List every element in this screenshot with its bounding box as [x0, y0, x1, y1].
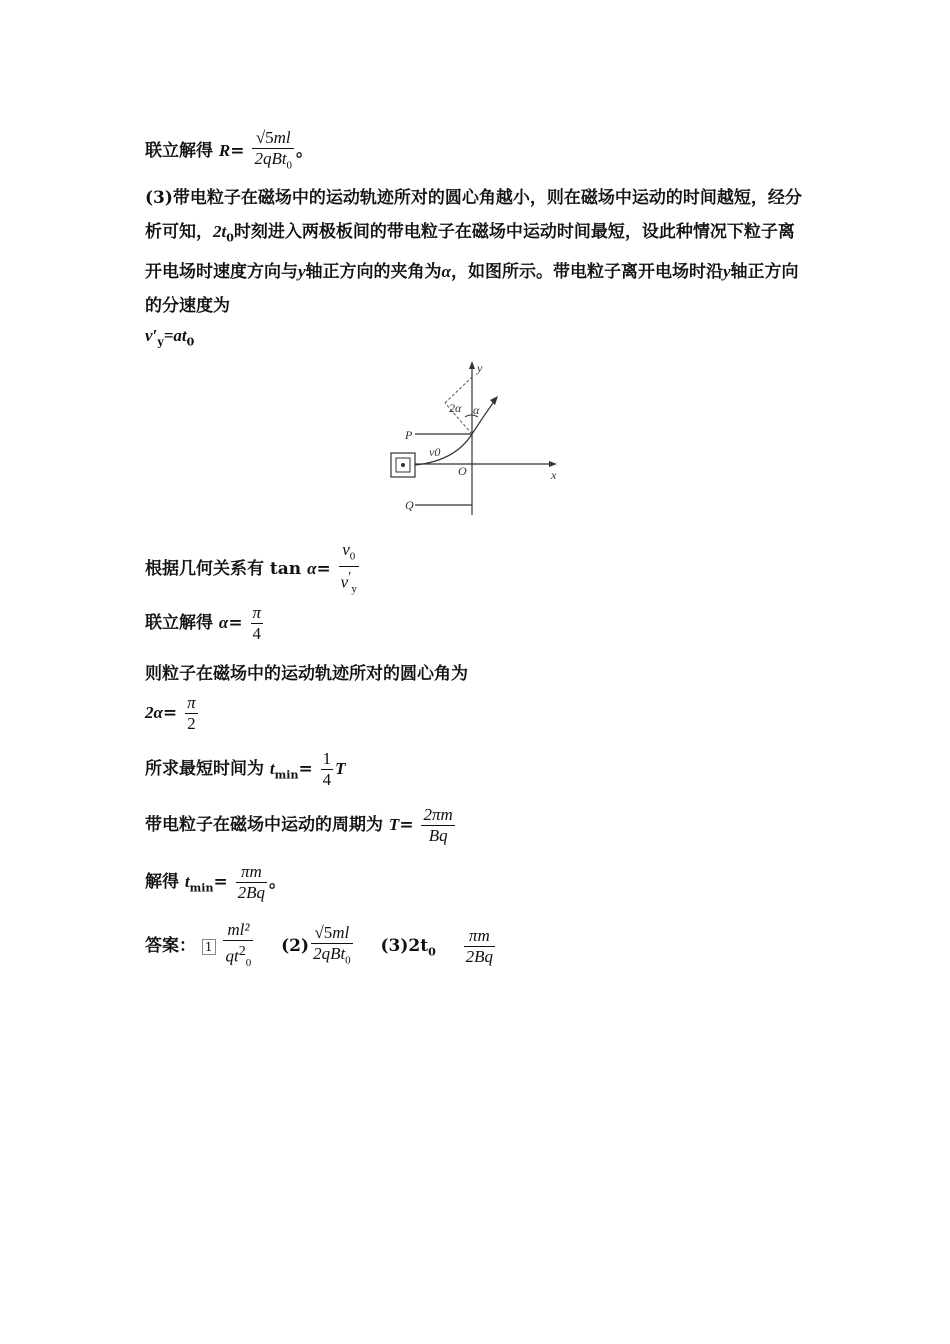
eq-2alpha-line — [145, 693, 200, 734]
T-num: 2πm — [423, 805, 453, 824]
eq-tan-line — [145, 540, 361, 599]
tan-alpha: α — [307, 559, 317, 579]
fraction-T — [421, 805, 454, 846]
fraction-2alpha — [185, 693, 198, 734]
alpha-eq: = — [228, 613, 243, 633]
T-var: T — [388, 815, 400, 834]
para3-t0-sub: 0 — [226, 231, 234, 245]
label-2alpha: 2α — [449, 401, 462, 415]
vy-rest-sub: 0 — [186, 335, 195, 349]
solve-num: πm — [240, 862, 262, 881]
quarter-den: 4 — [322, 770, 332, 789]
a2-rest: ml — [332, 922, 350, 942]
tan-eq: = — [316, 559, 331, 580]
para3-text-b: 时刻进入两极板间的带电粒子在磁场中运动时间最短，设此种情况下粒子离开电场时速度方向与 — [145, 222, 795, 283]
a2-root: √5 — [314, 922, 333, 942]
para3-text-e: 轴正方向的分速度为 — [145, 262, 799, 317]
para3-text-a: (3)带电粒子在磁场中的运动轨迹所对的圆心角越小，则在磁场中运动的时间越短，经分析可知， — [145, 188, 802, 242]
solve-R-prefix: 联立解得 — [145, 141, 213, 162]
tmin-sub: min — [274, 768, 299, 782]
fraction-solve — [236, 862, 267, 903]
angle-text: 则粒子在磁场中的运动轨迹所对的圆心角为 — [145, 664, 468, 684]
eq-vy-line — [145, 326, 194, 348]
para3-text-d: ，如图所示。带电粒子离开电场时沿 — [450, 262, 723, 283]
x-axis-arrow — [549, 461, 557, 467]
solve-sub: min — [189, 881, 214, 895]
T-eq: = — [399, 815, 414, 835]
a1-den: qt — [225, 946, 239, 966]
label-x: x — [551, 468, 557, 482]
label-q: Q — [405, 498, 414, 512]
a1-den-sup: 2 — [238, 943, 246, 959]
den-sub: 0 — [286, 159, 293, 172]
label-v0: v0 — [429, 445, 441, 459]
vy-var: v′ — [145, 326, 158, 345]
label-alpha: α — [473, 403, 480, 417]
var-R: R — [218, 141, 231, 161]
fraction-alpha — [251, 603, 264, 644]
T-prefix: 带电粒子在磁场中运动的周期为 — [145, 815, 389, 835]
y-axis-arrow — [469, 361, 475, 369]
tmin-eq: = — [298, 759, 313, 779]
answer-line — [145, 920, 497, 973]
period: 。 — [296, 141, 314, 162]
a1-num: ml² — [227, 920, 250, 939]
answer-fraction-3 — [464, 926, 495, 967]
solve-eq: = — [213, 872, 228, 892]
tan-den-sub: y — [351, 583, 357, 596]
solve-den: 2Bq — [237, 883, 266, 902]
label-o: O — [458, 464, 467, 478]
tan-den: v — [340, 573, 349, 593]
velocity-arrow — [490, 396, 498, 405]
tan-den-prime: ′ — [348, 569, 352, 586]
alpha-var: α — [218, 613, 229, 632]
solve-var: t — [184, 872, 190, 891]
alpha-num: π — [252, 603, 262, 622]
alpha-prefix: 联立解得 — [145, 613, 219, 633]
tan-num: v — [342, 540, 350, 559]
fraction-tan — [339, 540, 359, 599]
para3-y2: y — [722, 262, 731, 282]
answer-part3-sub: 0 — [428, 945, 436, 959]
eq-sign: = — [230, 141, 245, 162]
answer-part2-marker: (2) — [281, 936, 310, 957]
a2-den-sub: 0 — [345, 954, 351, 967]
para3-alpha: α — [441, 262, 451, 282]
solve-period: 。 — [269, 872, 287, 892]
quarter-num: 1 — [322, 749, 332, 768]
eq-alpha-line — [145, 603, 265, 644]
T-den: Bq — [428, 826, 448, 845]
vy-rest: =at — [163, 326, 187, 345]
answer-fraction-1 — [223, 920, 253, 973]
para3-2t0: 2t — [213, 222, 227, 241]
root5: √5 — [255, 128, 274, 147]
den-2qBt: 2qBt — [254, 149, 287, 168]
trajectory-diagram — [385, 355, 575, 520]
answer-fraction-2 — [311, 923, 353, 970]
solve-prefix: 解得 — [145, 872, 185, 892]
a2-den: 2qBt — [313, 943, 346, 963]
eq-tmin-line — [145, 749, 346, 790]
vy-sub: y — [157, 335, 164, 349]
two-alpha-num: π — [187, 693, 196, 712]
dashed-chord — [445, 377, 472, 403]
tmin-prefix: 所求最短时间为 — [145, 759, 270, 779]
alpha-den: 4 — [252, 624, 262, 643]
tan-prefix: 根据几何关系有 tan — [145, 559, 308, 580]
solve-R-line — [145, 128, 313, 175]
a1-den-sub: 0 — [245, 957, 252, 970]
tmin-T: T — [335, 759, 346, 778]
para3-text-c: 轴正方向的夹角为 — [305, 262, 442, 283]
fraction-quarter — [321, 749, 334, 790]
two-alpha-var: 2α — [145, 703, 163, 722]
two-alpha-den: 2 — [187, 714, 196, 733]
eq-solve-line — [145, 862, 286, 903]
num-ml: ml — [273, 128, 291, 147]
para3-y1: y — [298, 262, 306, 282]
fraction-R — [252, 128, 294, 175]
tmin-var: t — [269, 759, 275, 778]
source-dot — [401, 463, 405, 467]
answer-label: 答案： — [145, 936, 196, 957]
tan-num-sub: 0 — [349, 550, 356, 563]
label-y: y — [477, 361, 483, 375]
a3-den: 2Bq — [465, 947, 494, 967]
two-alpha-eq: = — [162, 703, 178, 723]
answer-part1-marker: 1 — [202, 939, 216, 955]
paragraph-3 — [145, 181, 810, 323]
a3-num: πm — [468, 926, 490, 946]
label-p: P — [405, 428, 413, 442]
answer-part3-marker: (3)2t — [380, 936, 429, 957]
eq-T-line — [145, 805, 457, 846]
